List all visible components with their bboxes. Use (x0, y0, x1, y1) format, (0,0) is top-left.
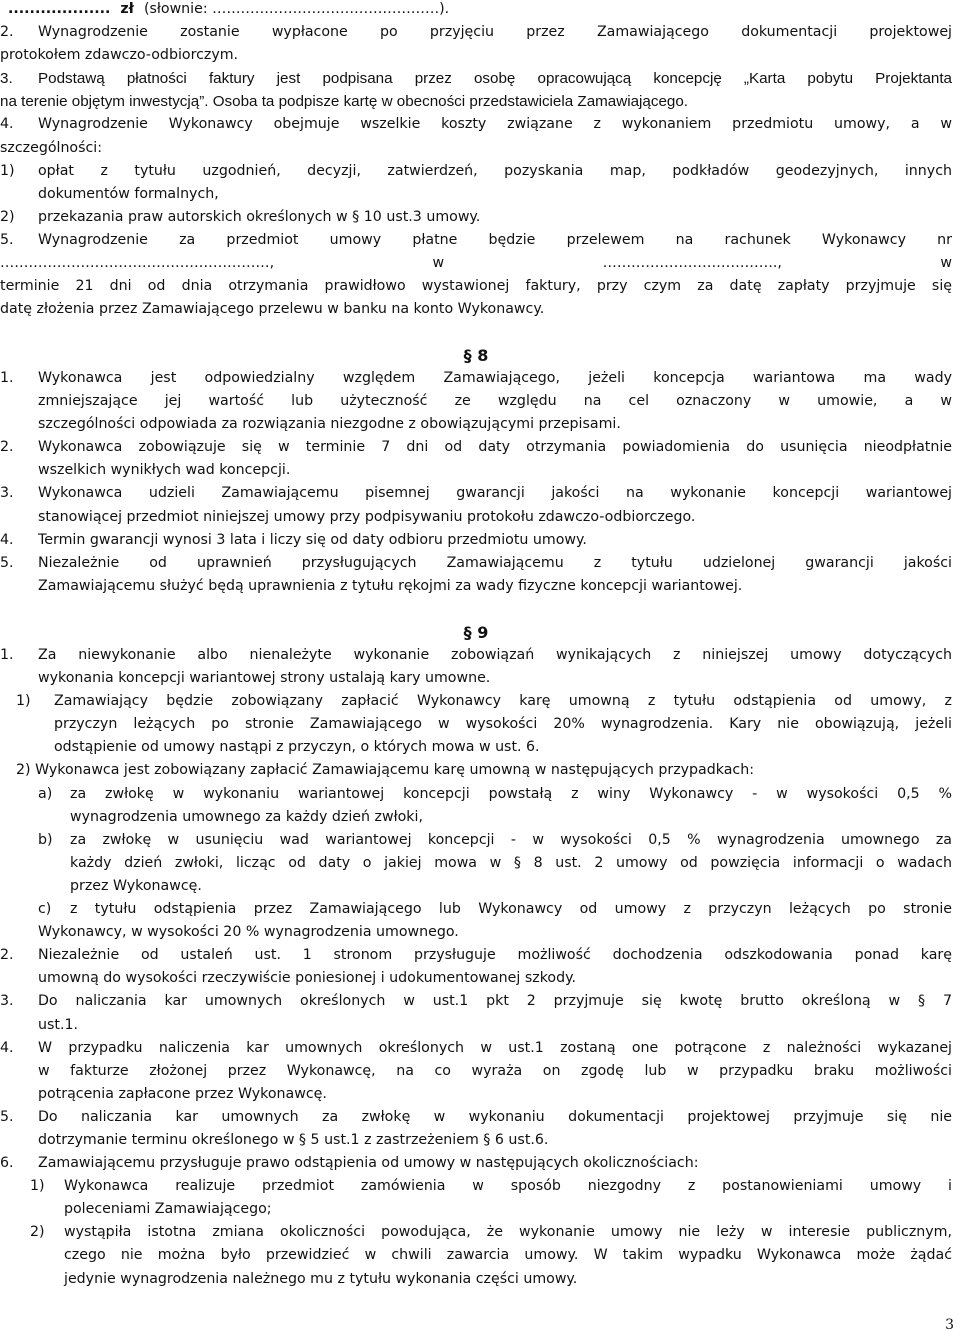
clause-4-item-2 (0, 206, 952, 229)
clause-text: Wynagrodzenie za przedmiot umowy płatne będzie przelewem na rachunek Wykonawcy nr (38, 231, 952, 248)
clause-number: 4. (0, 531, 14, 548)
clause-number: 3. (0, 70, 13, 88)
clause-3 (0, 67, 952, 90)
clause-3-cont (0, 90, 952, 113)
clause-text: wszelkich wynikłych wad koncepcji. (38, 462, 291, 479)
s8-clause-5-cont (0, 575, 952, 598)
top-block (0, 0, 952, 321)
section-8 (0, 344, 952, 598)
s9-clause-6-item-2 (0, 1221, 952, 1244)
item-text: poleceniami Zamawiającego; (64, 1201, 272, 1218)
s9-item-2-c-cont (0, 921, 952, 944)
clause-text: Do naliczania kar umownych za zwłokę w wykonaniu dokumentacji projektowej przyjmuje się nie (38, 1108, 952, 1125)
item-text: jedynie wynagrodzenia należnego mu z tytułu wykonania części umowy. (64, 1270, 578, 1287)
s9-clause-4-cont-1 (0, 1060, 952, 1083)
clause-text: W przypadku naliczenia kar umownych określonych w ust.1 zostaną one potrącone z należności wykazanej (38, 1039, 952, 1056)
s9-clause-6-item-1 (0, 1175, 952, 1198)
item-text: Zamawiający będzie zobowiązany zapłacić Wykonawcy karę umowną z tytułu odstąpienia od umowy, z (54, 693, 952, 710)
clause-text: potrącenia zapłacone przez Wykonawcę. (38, 1085, 327, 1102)
s9-clause-6-item-1-cont (0, 1198, 952, 1221)
s9-clause-3 (0, 990, 952, 1013)
item-text: przekazania praw autorskich określonych w § 10 ust.3 umowy. (38, 208, 481, 225)
item-text: przyczyn leżących po stronie Zamawiającego w wysokości 20% wynagrodzenia. Kary nie obowiązują, jeżeli (54, 716, 952, 733)
clause-4-item-1-cont (0, 183, 952, 206)
s9-item-2-c (0, 898, 952, 921)
clause-number: 3. (0, 993, 14, 1010)
currency-label: zł (120, 1, 134, 17)
clause-text: umowną do wysokości rzeczywiście poniesionej i udokumentowanej szkody. (38, 970, 576, 987)
clause-text: szczególności: (0, 139, 103, 156)
clause-text: …………………………………………………, w ………………………………., w (0, 255, 952, 272)
clause-text: dotrzymanie terminu określonego w § 5 ust.1 z zastrzeżeniem § 6 ust.6. (38, 1131, 549, 1148)
subitem-text: za zwłokę w wykonaniu wariantowej koncepcji powstałą z winy Wykonawcy - w wysokości 0,5 % (70, 785, 952, 802)
clause-number: 2. (0, 947, 14, 964)
section-heading: § 9 (463, 623, 489, 642)
clause-text: zmniejszające jej wartość lub użyteczność ze względu na cel oznaczony w umowie, a w (38, 393, 952, 410)
item-text: odstąpienie od umowy nastąpi z przyczyn, o których mowa w ust. 6. (54, 739, 540, 756)
clause-2 (0, 21, 952, 44)
s9-item-2-b-cont-2 (0, 875, 952, 898)
clause-text: stanowiącej przedmiot niniejszej umowy przy podpisywaniu protokołu zdawczo-odbiorczego. (38, 508, 696, 525)
s9-item-1-cont-1 (0, 713, 952, 736)
section-heading: § 8 (463, 346, 489, 365)
s9-clause-4-cont-2 (0, 1083, 952, 1106)
clause-5-cont-2 (0, 275, 952, 298)
clause-text: Wykonawca jest odpowiedzialny względem Zamawiającego, jeżeli koncepcja wariantowa ma wady (38, 370, 952, 386)
amount-in-words: (słownie: …………………………………………). (143, 1, 450, 17)
s9-item-1-cont-2 (0, 736, 952, 759)
clause-5-cont-1 (0, 252, 952, 275)
clause-number: 4. (0, 1039, 14, 1056)
s9-clause-6 (0, 1152, 952, 1175)
amount-line (0, 0, 952, 21)
s8-clause-2-cont (0, 459, 952, 482)
s9-clause-5 (0, 1106, 952, 1129)
clause-number: 3. (0, 485, 14, 502)
clause-number: 5. (0, 1108, 14, 1125)
s9-clause-1-cont (0, 667, 952, 690)
item-number: 2) (0, 208, 15, 225)
clause-number: 4. (0, 116, 14, 133)
clause-text: wykonania koncepcji wariantowej strony ustalają kary umowne. (38, 670, 491, 687)
item-text: opłat z tytułu uzgodnień, decyzji, zatwierdzeń, pozyskania map, podkładów geodezyjnych, innych (38, 162, 952, 179)
clause-2-cont (0, 44, 952, 67)
item-number: 2) (30, 1224, 45, 1241)
s9-clause-3-cont (0, 1014, 952, 1037)
clause-text: Wykonawca udzieli Zamawiającemu pisemnej gwarancji jakości na wykonanie koncepcji wariantowej (38, 485, 952, 502)
s9-clause-6-item-2-cont-2 (0, 1268, 952, 1291)
s8-clause-4 (0, 529, 952, 552)
s9-clause-6-item-2-cont-1 (0, 1244, 952, 1267)
clause-text: Wynagrodzenie zostanie wypłacone po przyjęciu przez Zamawiającego dokumentacji projektowej (38, 24, 952, 41)
clause-text: Za niewykonanie albo nienależyte wykonanie zobowiązań wynikających z niniejszej umowy dotyczących (38, 647, 952, 663)
s9-item-2-b (0, 829, 952, 852)
s9-item-2-a (0, 783, 952, 806)
section-9-body (0, 644, 952, 1291)
subitem-text: Wykonawcy, w wysokości 20 % wynagrodzenia umownego. (38, 924, 459, 941)
s9-item-1 (0, 690, 952, 713)
s8-clause-3-cont (0, 506, 952, 529)
subitem-text: za zwłokę w usunięciu wad wariantowej koncepcji - w wysokości 0,5 % wynagrodzenia umownego za (70, 831, 952, 848)
clause-text: szczególności odpowiada za rozwiązania niezgodne z obowiązującymi przepisami. (38, 416, 621, 433)
item-number: 1) (16, 693, 31, 710)
clause-4-item-1 (0, 160, 952, 183)
clause-text: Zamawiającemu przysługuje prawo odstąpienia od umowy w następujących okolicznościach: (38, 1155, 699, 1172)
clause-text: Niezależnie od uprawnień przysługujących Zamawiającemu z tytułu udzielonej gwarancji jakości (38, 554, 952, 571)
subitem-letter: c) (38, 901, 52, 918)
clause-5 (0, 229, 952, 252)
s8-clause-1 (0, 367, 952, 390)
clause-4 (0, 113, 952, 136)
clause-5-cont-3 (0, 298, 952, 321)
clause-number: 1. (0, 370, 14, 386)
clause-number: 5. (0, 231, 14, 248)
s9-clause-5-cont (0, 1129, 952, 1152)
s9-clause-2 (0, 944, 952, 967)
item-number: 1) (30, 1178, 45, 1195)
clause-text: Termin gwarancji wynosi 3 lata i liczy się od daty odbioru przedmiotu umowy. (38, 531, 587, 548)
clause-text: Zamawiającemu służyć będą uprawnienia z tytułu rękojmi za wady fizyczne koncepcji wariantowej. (38, 577, 743, 594)
clause-number: 2. (0, 439, 14, 456)
s9-clause-4 (0, 1037, 952, 1060)
amount-dots: ................... (8, 1, 111, 17)
clause-number: 2. (0, 24, 14, 41)
clause-text: Wynagrodzenie Wykonawcy obejmuje wszelkie koszty związane z wykonaniem przedmiotu umowy, a w (38, 116, 952, 133)
clause-number: 6. (0, 1155, 14, 1172)
clause-text: ust.1. (38, 1016, 78, 1033)
clause-text: protokołem zdawczo-odbiorczym. (0, 47, 239, 64)
item-text: 2) Wykonawca jest zobowiązany zapłacić Zamawiającemu karę umowną w następujących przypadkach: (16, 762, 754, 779)
clause-text: Niezależnie od ustaleń ust. 1 stronom przysługuje możliwość dochodzenia odszkodowania ponad karę (38, 947, 952, 964)
clause-text: datę złożenia przez Zamawiającego przelewu w banku na konto Wykonawcy. (0, 301, 545, 318)
clause-text: w fakturze złożonej przez Wykonawcę, na co wyraża on zgodę lub w przypadku braku możliwości (38, 1062, 952, 1079)
clause-text: Wykonawca zobowiązuje się w terminie 7 dni od daty otrzymania powiadomienia do usunięcia nieodpłatnie (38, 439, 952, 456)
s9-clause-2-cont (0, 967, 952, 990)
page-number: 3 (945, 1317, 954, 1333)
subitem-letter: a) (38, 785, 53, 802)
s9-item-2-a-cont (0, 806, 952, 829)
s8-clause-3 (0, 482, 952, 505)
s9-clause-1 (0, 644, 952, 667)
subitem-text: wynagrodzenia umownego za każdy dzień zwłoki, (70, 808, 423, 825)
item-number: 1) (0, 162, 15, 179)
clause-text: Podstawą płatności faktury jest podpisana przez osobę opracowującą koncepcję „Karta pobytu Projektanta (38, 70, 952, 88)
item-text: czego nie można było przewidzieć w chwili zawarcia umowy. W takim wypadku Wykonawca może żądać (64, 1247, 952, 1264)
s8-clause-5 (0, 552, 952, 575)
item-text: wystąpiła istotna zmiana okoliczności powodująca, że wykonanie umowy nie leży w interesie publicznym, (64, 1224, 952, 1241)
s8-clause-1-cont-2 (0, 413, 952, 436)
s8-clause-1-cont-1 (0, 390, 952, 413)
clause-text: Do naliczania kar umownych określonych w ust.1 pkt 2 przyjmuje się kwotę brutto określoną w § 7 (38, 993, 952, 1010)
clause-text: terminie 21 dni od dnia otrzymania prawidłowo wystawionej faktury, przy czym za datę zapłaty przyjmuje się (0, 278, 952, 295)
clause-number: 5. (0, 554, 14, 571)
subitem-text: przez Wykonawcę. (70, 877, 202, 894)
subitem-letter: b) (38, 831, 53, 848)
subitem-text: z tytułu odstąpienia przez Zamawiającego lub Wykonawcy od umowy z przyczyn leżących po stronie (70, 901, 952, 918)
section-9 (0, 621, 952, 644)
s9-item-2-b-cont-1 (0, 852, 952, 875)
subitem-text: każdy dzień zwłoki, licząc od daty o jakiej mowa w § 8 ust. 2 umowy od powzięcia informacji o wadach (70, 854, 952, 871)
s9-item-2 (0, 759, 952, 782)
item-text: Wykonawca realizuje przedmiot zamówienia w sposób niezgodny z postanowieniami umowy i (64, 1178, 952, 1195)
item-text: dokumentów formalnych, (38, 185, 219, 202)
clause-text: na terenie objętym inwestycją”. Osoba ta podpisze kartę w obecności przedstawiciela Zamawiającego. (0, 93, 688, 111)
s8-clause-2 (0, 436, 952, 459)
clause-4-cont (0, 137, 952, 160)
clause-number: 1. (0, 647, 14, 663)
